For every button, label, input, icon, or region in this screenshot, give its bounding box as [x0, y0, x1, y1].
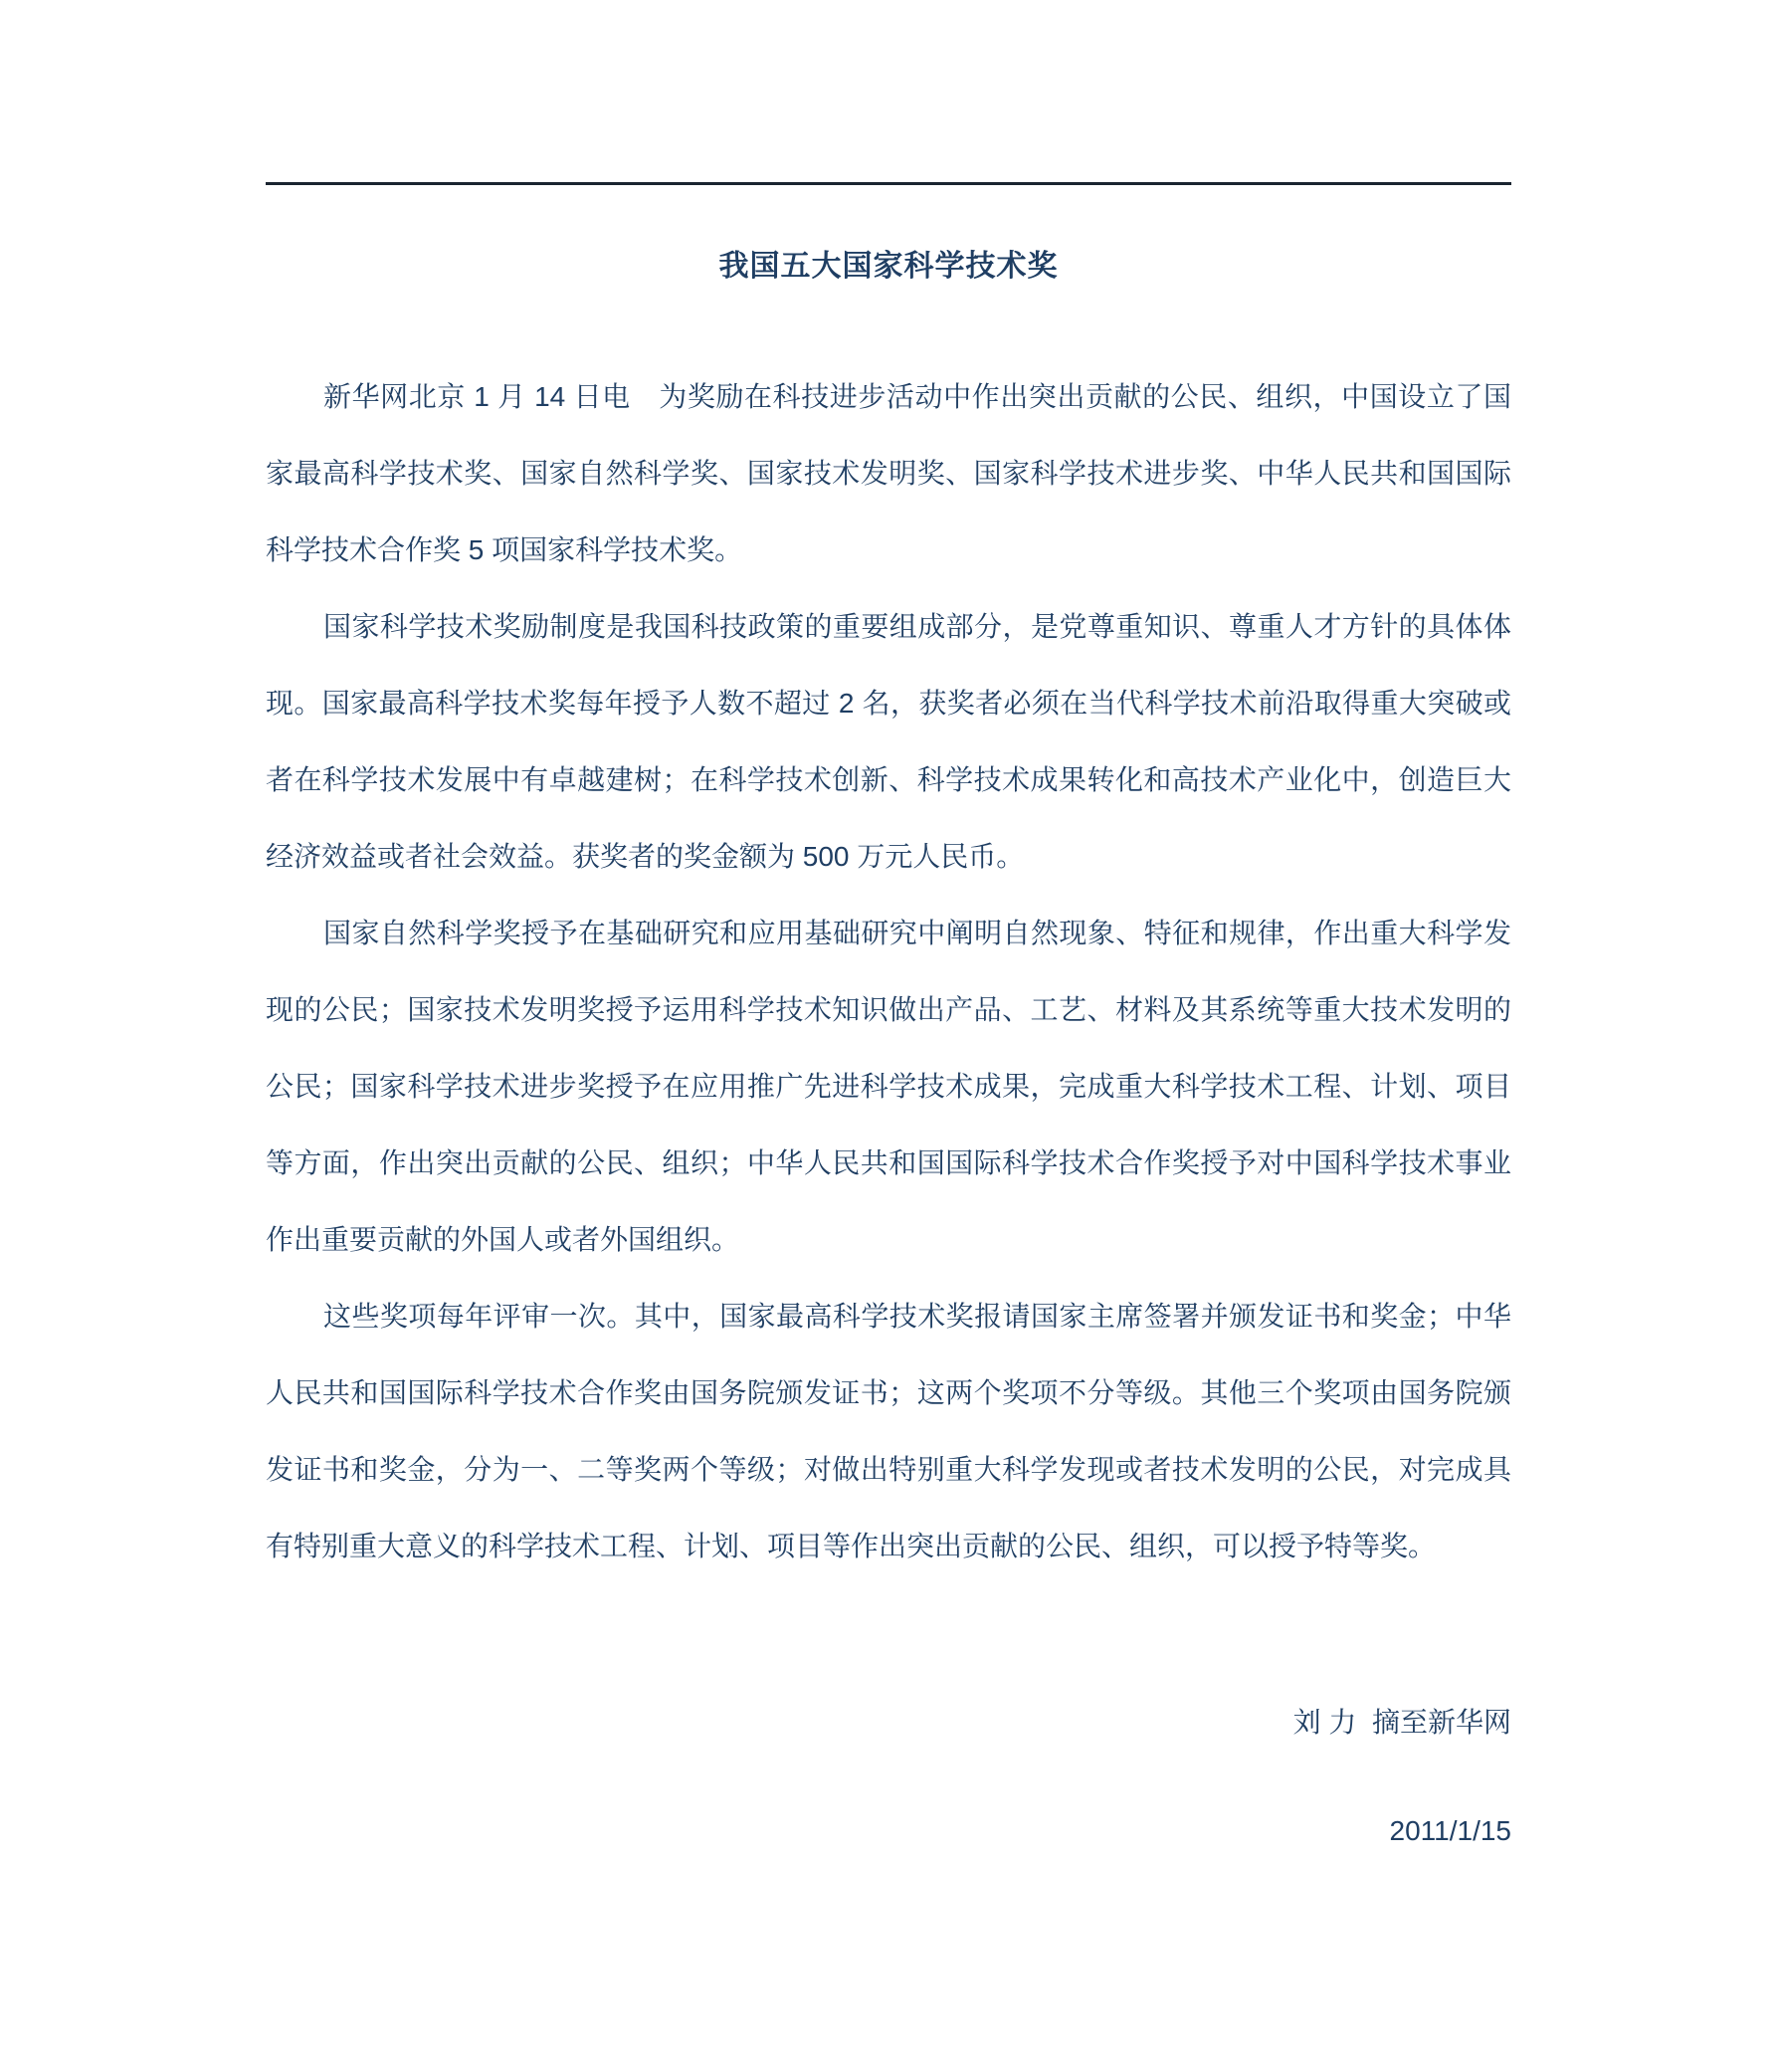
paragraph-1: 新华网北京 1 月 14 日电 为奖励在科技进步活动中作出突出贡献的公民、组织，中国设立了国家最高科学技术奖、国家自然科学奖、国家技术发明奖、国家科学技术进步奖、中华人民共和国国际科学技术合作奖 5 项国家科学技术奖。 [266, 381, 1511, 565]
author-signature: 刘 力 摘至新华网 [1292, 1707, 1511, 1738]
document-body [266, 358, 1511, 1584]
document-footer [266, 1684, 1511, 1869]
paragraph-2: 国家科学技术奖励制度是我国科技政策的重要组成部分，是党尊重知识、尊重人才方针的具体体现。国家最高科学技术奖每年授予人数不超过 2 名，获奖者必须在当代科学技术前沿取得重大突破或者在科学技术发展中有卓越建树；在科学技术创新、科学技术成果转化和高技术产业化中，创造巨大经济效益或者社会效益。获奖者的奖金额为 500 万元人民币。 [266, 611, 1511, 872]
paragraph-3: 国家自然科学奖授予在基础研究和应用基础研究中阐明自然现象、特征和规律，作出重大科学发现的公民；国家技术发明奖授予运用科学技术知识做出产品、工艺、材料及其系统等重大技术发明的公民；国家科学技术进步奖授予在应用推广先进科学技术成果，完成重大科学技术工程、计划、项目等方面，作出突出贡献的公民、组织；中华人民共和国国际科学技术合作奖授予对中国科学技术事业作出重要贡献的外国人或者外国组织。 [266, 918, 1511, 1255]
document-date: 2011/1/15 [1389, 1815, 1511, 1846]
document-title: 我国五大国家科学技术奖 [718, 250, 1059, 283]
header-rule [266, 182, 1511, 185]
paragraph-4: 这些奖项每年评审一次。其中，国家最高科学技术奖报请国家主席签署并颁发证书和奖金；中华人民共和国国际科学技术合作奖由国务院颁发证书；这两个奖项不分等级。其他三个奖项由国务院颁发证书和奖金，分为一、二等奖两个等级；对做出特别重大科学发现或者技术发明的公民，对完成具有特别重大意义的科学技术工程、计划、项目等作出突出贡献的公民、组织，可以授予特等奖。 [266, 1301, 1511, 1561]
document-content [266, 0, 1511, 1869]
